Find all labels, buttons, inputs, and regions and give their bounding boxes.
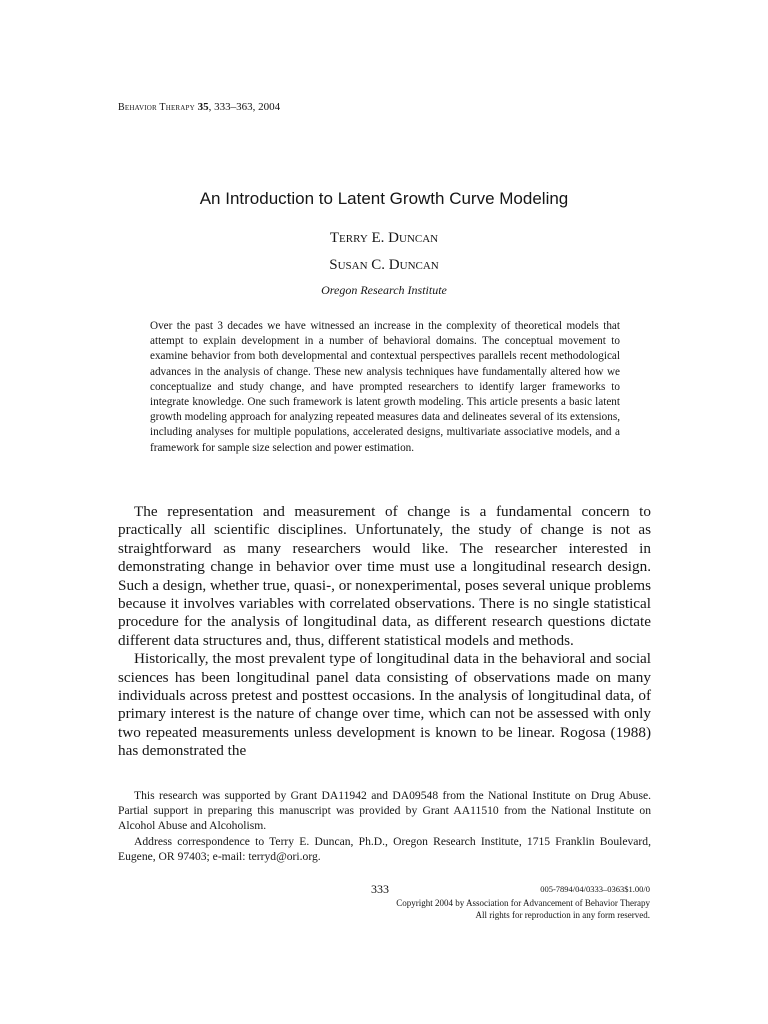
journal-volume: 35 — [197, 101, 209, 113]
journal-name: Behavior Therapy — [118, 102, 195, 113]
rights-notice: All rights for reproduction in any form reserved. — [475, 910, 650, 920]
footnote-correspondence: Address correspondence to Terry E. Duncan, Ph.D., Oregon Research Institute, 1715 Franklin Boulevard, Eugene, OR 97403; e-mail: terryd@ori.org. — [118, 834, 651, 863]
author-2: Susan C. Duncan — [329, 257, 439, 273]
footnote-funding: This research was supported by Grant DA11942 and DA09548 from the National Institute on Drug Abuse. Partial support in preparing this manuscript was provided by Grant AA11510 from the National Institute on Alcohol Abuse and Alcoholism. — [118, 789, 651, 833]
article-title: An Introduction to Latent Growth Curve Modeling — [199, 189, 569, 208]
article-code: 005-7894/04/0333–0363$1.00/0 — [540, 884, 650, 894]
journal-header — [118, 100, 280, 115]
abstract: Over the past 3 decades we have witnessed an increase in the complexity of theoretical models that attempt to explain development in a number of behavioral domains. The conceptual movement to examine behavior from both developmental and contextual perspectives parallels recent methodological advances in the analysis of change. These new analysis techniques have fundamentally altered how we conceptualize and study change, and have prompted researchers to identify larger frameworks to integrate knowledge. One such framework is latent growth modeling. This article presents a basic latent growth modeling approach for analyzing repeated measures data and delineates several of its extensions, including analyses for multiple populations, accelerated designs, multivariate associative models, and a framework for sample size selection and power estimation. — [150, 320, 620, 454]
copyright-notice: Copyright 2004 by Association for Advancement of Behavior Therapy — [396, 898, 650, 908]
author-1: Terry E. Duncan — [329, 230, 439, 246]
body-text — [118, 503, 651, 761]
journal-pages-year: , 333–363, 2004 — [208, 101, 281, 113]
body-paragraph-1: The representation and measurement of change is a fundamental concern to practically all scientific disciplines. Unfortunately, the study of change is not as straightforward as many researchers would like. The researcher interested in demonstrating change in behavior over time must use a longitudinal research design. Such a design, whether true, quasi-, or nonexperimental, poses several unique problems because it involves variables with correlated observations. There is no single statistical procedure for the analysis of longitudinal data, as different research questions dictate different data structures and, thus, different statistical models and methods. — [118, 503, 651, 649]
affiliation: Oregon Research Institute — [321, 283, 447, 297]
page-number: 333 — [371, 882, 389, 896]
body-paragraph-2: Historically, the most prevalent type of longitudinal data in the behavioral and social sciences has been longitudinal panel data consisting of observations made on many individuals across pretest and posttest occasions. In the analysis of longitudinal data, of primary interest is the nature of change over time, which can not be assessed with only two repeated measurements unless development is known to be linear. Rogosa (1988) has demonstrated the — [118, 650, 651, 760]
footnotes — [118, 788, 651, 864]
